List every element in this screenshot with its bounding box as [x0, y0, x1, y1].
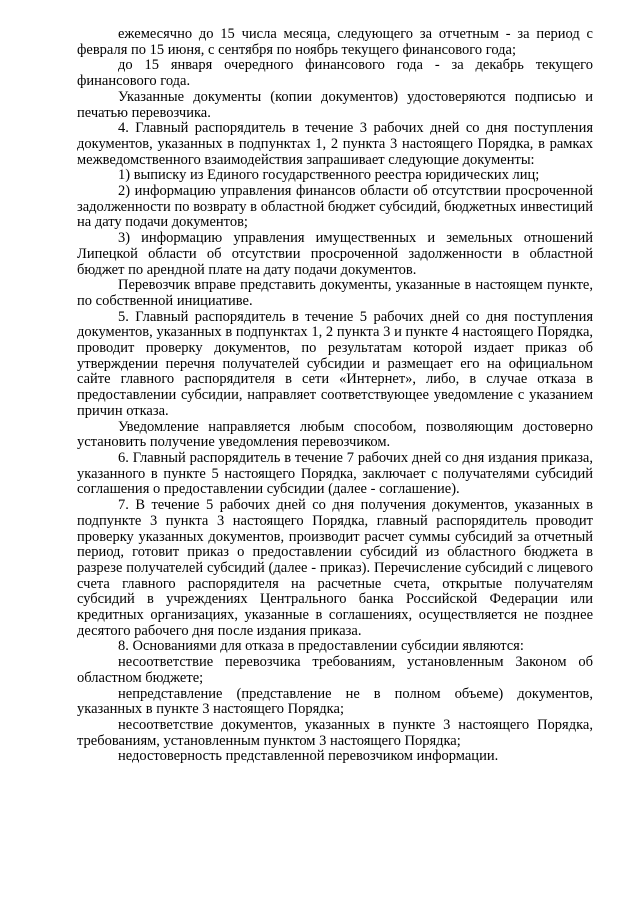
- paragraph: Указанные документы (копии документов) удостоверяются подписью и печатью перевозчика.: [77, 88, 593, 121]
- paragraph: 5. Главный распорядитель в течение 5 рабочих дней со дня поступления документов, указанных в подпунктах 1, 2 пункта 3 и пункте 4 настоящего Порядка, проводит проверку документов, по результатам которой издает приказ об утверждении перечня получателей субсидии и размещает его на официальном сайте главного распорядителя в сети «Интернет», либо, в случае отказа в предоставлении субсидии, направляет соответствующее уведомление с указанием причин отказа.: [77, 308, 593, 419]
- paragraph: 2) информацию управления финансов области об отсутствии просроченной задолженности по возврату в областной бюджет субсидий, бюджетных инвестиций на дату подачи документов;: [77, 183, 593, 231]
- paragraph: несоответствие документов, указанных в пункте 3 настоящего Порядка, требованиям, установленным пунктом 3 настоящего Порядка;: [77, 716, 593, 749]
- paragraph: до 15 января очередного финансового года - за декабрь текущего финансового года.: [77, 57, 593, 90]
- paragraph: непредставление (представление не в полном объеме) документов, указанных в пункте 3 настоящего Порядка;: [77, 685, 593, 718]
- document-body: [77, 27, 593, 765]
- paragraph: ежемесячно до 15 числа месяца, следующего за отчетным - за период с февраля по 15 июня, с сентября по ноябрь текущего финансового года;: [77, 26, 593, 58]
- paragraph: 7. В течение 5 рабочих дней со дня получения документов, указанных в подпункте 3 пункта 3 настоящего Порядка, главный распорядитель проводит проверку указанных документов, производит расчет суммы субсидий за отчетный период, готовит приказ о предоставлении субсидий из областного бюджета в разрезе получателей субсидий (далее - приказ). Перечисление субсидий с лицевого счета главного распорядителя на расчетные счета, открытые получателям субсидий в учреждениях Центрального банка Российской Федерации или кредитных организациях, указанные в соглашениях, осуществляется не позднее десятого рабочего дня после издания приказа.: [77, 497, 593, 639]
- paragraph: 8. Основаниями для отказа в предоставлении субсидии являются:: [118, 638, 524, 655]
- paragraph: 1) выписку из Единого государственного реестра юридических лиц;: [118, 167, 540, 184]
- paragraph: 3) информацию управления имущественных и земельных отношений Липецкой области об отсутствии просроченной задолженности в областной бюджет по арендной плате на дату подачи документов.: [77, 230, 593, 278]
- paragraph: Уведомление направляется любым способом, позволяющим достоверно установить получение уведомления перевозчиком.: [77, 418, 593, 451]
- paragraph: Перевозчик вправе представить документы, указанные в настоящем пункте, по собственной инициативе.: [77, 277, 593, 309]
- paragraph: несоответствие перевозчика требованиям, установленным Законом об областном бюджете;: [77, 654, 593, 686]
- paragraph: 4. Главный распорядитель в течение 3 рабочих дней со дня поступления документов, указанных в подпунктах 1, 2 пункта 3 настоящего Порядка, в рамках межведомственного взаимодействия запрашивает следующие документы:: [77, 120, 593, 168]
- paragraph: недостоверность представленной перевозчиком информации.: [118, 748, 499, 765]
- paragraph: 6. Главный распорядитель в течение 7 рабочих дней со дня издания приказа, указанного в пункте 5 настоящего Порядка, заключает с получателями субсидий соглашения о предоставлении субсидии (далее - соглашение).: [77, 449, 593, 498]
